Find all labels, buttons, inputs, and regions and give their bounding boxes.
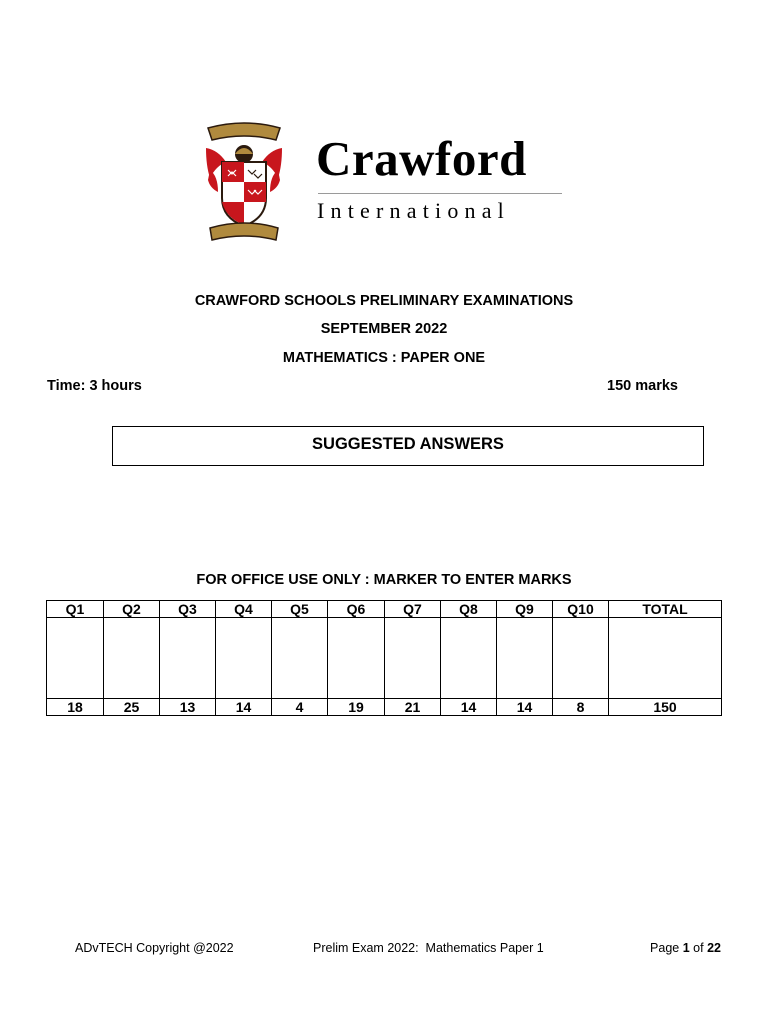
mark-entry-cell[interactable]	[216, 618, 272, 699]
table-header-cell: Q6	[328, 601, 385, 618]
table-header-cell: Q8	[441, 601, 497, 618]
logo-subtitle: International	[317, 198, 510, 223]
mark-entry-cell[interactable]	[497, 618, 553, 699]
table-total-cell: 4	[272, 699, 328, 716]
mark-entry-cell[interactable]	[609, 618, 722, 699]
table-total-cell: 14	[497, 699, 553, 716]
mark-entry-cell[interactable]	[104, 618, 160, 699]
crawford-crest-logo	[204, 118, 284, 246]
table-total-cell: 19	[328, 699, 385, 716]
marks-table	[46, 600, 722, 716]
mark-entry-cell[interactable]	[441, 618, 497, 699]
marks-table-header-row	[47, 601, 722, 618]
table-header-cell: Q5	[272, 601, 328, 618]
time-label: Time: 3 hours	[47, 378, 142, 394]
mark-entry-cell[interactable]	[385, 618, 441, 699]
mark-entry-cell[interactable]	[272, 618, 328, 699]
table-total-cell: 18	[47, 699, 104, 716]
mark-entry-cell[interactable]	[47, 618, 104, 699]
table-header-cell: Q7	[385, 601, 441, 618]
footer-page-total: 22	[707, 941, 721, 955]
footer-page-word: Page	[650, 941, 680, 955]
table-total-cell: 25	[104, 699, 160, 716]
logo-name: Crawford	[316, 131, 527, 186]
table-header-cell: Q1	[47, 601, 104, 618]
footer-copyright: ADvTECH Copyright @2022	[75, 941, 234, 955]
footer-of-word: of	[693, 941, 704, 955]
table-header-cell: TOTAL	[609, 601, 722, 618]
footer-title: Prelim Exam 2022: Mathematics Paper 1	[313, 941, 544, 955]
footer-page-number	[650, 941, 721, 955]
table-header-cell: Q10	[553, 601, 609, 618]
mark-entry-cell[interactable]	[328, 618, 385, 699]
logo-divider	[318, 193, 562, 194]
mark-entry-cell[interactable]	[553, 618, 609, 699]
exam-subject: MATHEMATICS : PAPER ONE	[282, 350, 486, 366]
exam-title: CRAWFORD SCHOOLS PRELIMINARY EXAMINATIONS	[194, 293, 574, 309]
table-header-cell: Q3	[160, 601, 216, 618]
office-use-heading: FOR OFFICE USE ONLY : MARKER TO ENTER MARKS	[196, 572, 572, 588]
table-total-cell: 13	[160, 699, 216, 716]
table-header-cell: Q4	[216, 601, 272, 618]
suggested-answers-box: SUGGESTED ANSWERS	[112, 426, 704, 466]
table-total-cell: 150	[609, 699, 722, 716]
table-total-cell: 8	[553, 699, 609, 716]
table-total-cell: 14	[216, 699, 272, 716]
exam-date: SEPTEMBER 2022	[320, 321, 448, 337]
table-header-cell: Q2	[104, 601, 160, 618]
table-header-cell: Q9	[497, 601, 553, 618]
marks-entry-row	[47, 618, 722, 699]
table-total-cell: 21	[385, 699, 441, 716]
table-total-cell: 14	[441, 699, 497, 716]
footer-page-current: 1	[682, 941, 690, 955]
marks-total-row	[47, 699, 722, 716]
marks-label: 150 marks	[607, 378, 678, 394]
mark-entry-cell[interactable]	[160, 618, 216, 699]
